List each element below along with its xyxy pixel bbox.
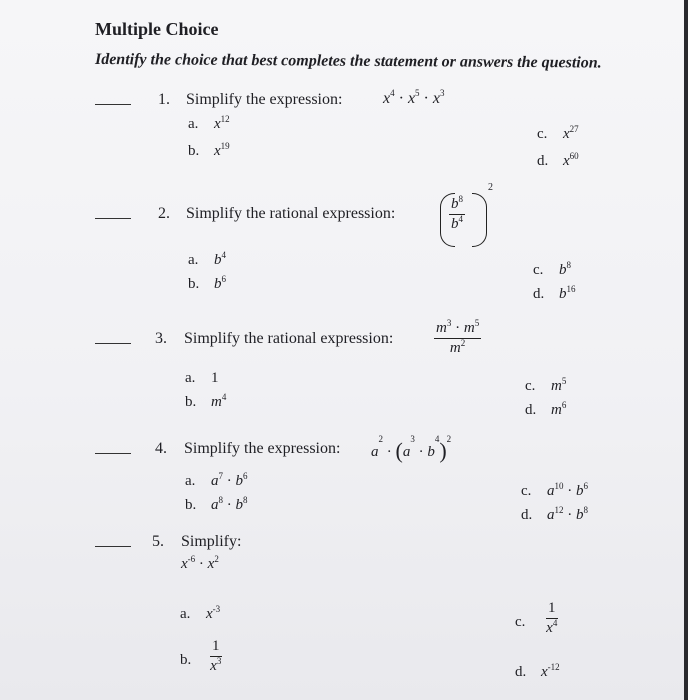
page-edge-shadow (684, 0, 688, 700)
outer-exponent: 2 (488, 182, 493, 193)
right-parenthesis (472, 193, 487, 247)
question-number: 2. (158, 205, 170, 222)
option-b[interactable]: b. $x^{19}$ (188, 141, 230, 159)
section-title: Multiple Choice (95, 19, 219, 39)
answer-blank-5[interactable] (95, 546, 131, 547)
question-expression: $x^{-6} \cdot x^2$ (181, 554, 219, 572)
option-d[interactable]: d. $b^{16}$ (533, 284, 576, 302)
question-text: Simplify the expression: (184, 440, 341, 457)
option-d[interactable]: d. $a^{12} \cdot b^8$ (521, 505, 588, 523)
option-d[interactable]: d. $m^6$ (525, 400, 567, 418)
question-number: 1. (158, 91, 170, 108)
section-instructions: Identify the choice that best completes the statement or answers the question. (94, 51, 602, 72)
question-text: Simplify: (181, 533, 242, 550)
question-text: Simplify the rational expression: (184, 330, 394, 347)
option-d[interactable]: d. $x^{-12}$ (515, 662, 560, 680)
question-text: Simplify the expression: (186, 91, 343, 108)
option-b[interactable]: b. (180, 652, 192, 668)
answer-blank-4[interactable] (95, 453, 131, 454)
option-b[interactable]: b. $b^6$ (188, 274, 226, 292)
option-a[interactable]: a. $x^{12}$ (188, 114, 230, 132)
question-expression: $a^2 \cdot (a^3 \cdot b^4)^2$ (371, 434, 452, 463)
option-c[interactable]: c. (515, 614, 526, 630)
option-c-fraction: $\frac{1}{x^4}$ (546, 600, 558, 636)
option-a[interactable]: a. $a^7 \cdot b^6$ (185, 471, 248, 489)
question-number: 3. (155, 330, 167, 347)
question-text: Simplify the rational expression: (186, 205, 396, 222)
option-b[interactable]: b. $a^8 \cdot b^8$ (185, 495, 248, 513)
question-number: 4. (155, 440, 167, 457)
option-b-fraction: $\frac{1}{x^3}$ (210, 638, 222, 674)
option-b[interactable]: b. $m^4$ (185, 392, 227, 410)
option-a[interactable]: a. 1 (185, 370, 219, 386)
option-a[interactable]: a. $b^4$ (188, 250, 226, 268)
option-c[interactable]: c. $x^{27}$ (537, 124, 579, 142)
option-c[interactable]: c. $b^8$ (533, 260, 571, 278)
option-c[interactable]: c. $m^5$ (525, 376, 567, 394)
option-a[interactable]: a. $x^{-3}$ (180, 604, 221, 622)
option-d[interactable]: d. $x^{60}$ (537, 151, 579, 169)
option-c[interactable]: c. $a^{10} \cdot b^6$ (521, 481, 588, 499)
answer-blank-3[interactable] (95, 343, 131, 344)
question-number: 5. (152, 533, 164, 550)
question-fraction: $\frac{b^8}{b^4}$ (451, 194, 463, 232)
question-expression: $x^4 \cdot x^5 \cdot x^3$ (383, 88, 445, 107)
answer-blank-1[interactable] (95, 104, 131, 105)
question-fraction: $\frac{m^3 \cdot m^5}{m^2}$ (436, 318, 480, 356)
answer-blank-2[interactable] (95, 218, 131, 219)
